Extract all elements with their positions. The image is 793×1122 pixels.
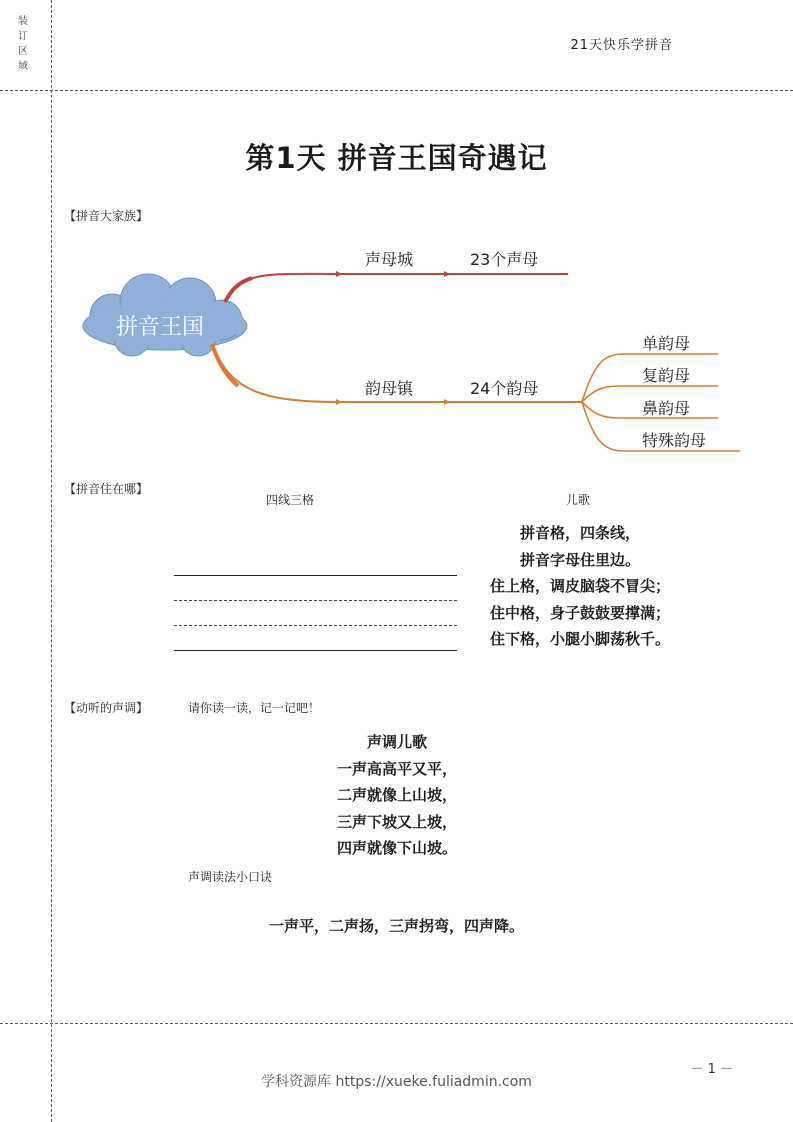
source-footer: 学科资源库 https://xueke.fuliadmin.com bbox=[261, 1074, 532, 1090]
binding-area-label: 装订区域 bbox=[18, 16, 28, 72]
four-line-grid-caption: 四线三格 bbox=[266, 493, 315, 507]
song-line: 住下格，小腿小脚荡秋千。 bbox=[489, 630, 670, 648]
song-line: 住中格，身子鼓鼓要撑满； bbox=[489, 603, 670, 622]
mindmap-finals-count: 24个韵母 bbox=[470, 379, 539, 398]
tone-poem bbox=[292, 729, 502, 862]
pinyin-grid-song bbox=[470, 520, 690, 653]
tone-poem-title: 声调儿歌 bbox=[366, 733, 427, 751]
section-heading-family: 【拼音大家族】 bbox=[64, 209, 149, 223]
song-line: 住上格，调皮脑袋不冒尖； bbox=[489, 577, 670, 595]
footer-divider bbox=[0, 1023, 793, 1024]
grid-line bbox=[174, 575, 457, 576]
tone-tip-caption: 声调读法小口诀 bbox=[188, 870, 273, 884]
grid-line bbox=[174, 600, 457, 601]
header-divider bbox=[0, 90, 793, 91]
mindmap-initials-town: 声母城 bbox=[365, 250, 414, 269]
mindmap-final-type: 特殊韵母 bbox=[642, 431, 707, 450]
tone-poem-line: 四声就像下山坡。 bbox=[336, 839, 457, 857]
mindmap-initials-count: 23个声母 bbox=[470, 250, 539, 269]
tone-tip-line: 一声平，二声扬，三声拐弯，四声降。 bbox=[268, 917, 524, 935]
tone-poem-line: 三声下坡又上坡， bbox=[336, 812, 457, 831]
mindmap-root: 拼音王国 bbox=[116, 315, 205, 340]
page-title: 第1天 拼音王国奇遇记 bbox=[245, 141, 548, 175]
page-number: － 1 － bbox=[690, 1062, 733, 1077]
tone-poem-line: 一声高高平又平， bbox=[336, 759, 457, 778]
song-line: 拼音格，四条线， bbox=[519, 524, 640, 542]
tone-poem-line: 二声就像上山坡， bbox=[336, 786, 457, 804]
series-title: 21天快乐学拼音 bbox=[570, 38, 673, 53]
song-caption: 儿歌 bbox=[566, 493, 591, 507]
section-heading-location: 【拼音住在哪】 bbox=[64, 482, 149, 496]
mindmap-final-type: 鼻韵母 bbox=[642, 399, 691, 418]
tones-instruction: 请你读一读，记一记吧！ bbox=[188, 701, 321, 715]
grid-line bbox=[174, 650, 457, 651]
grid-line bbox=[174, 625, 457, 626]
section-heading-tones: 【动听的声调】 bbox=[64, 701, 149, 715]
song-line: 拼音字母住里边。 bbox=[519, 550, 640, 569]
mindmap-final-type: 复韵母 bbox=[642, 366, 691, 385]
mindmap-finals-town: 韵母镇 bbox=[365, 379, 414, 398]
branch-initials bbox=[225, 271, 568, 302]
mindmap-final-type: 单韵母 bbox=[642, 334, 691, 353]
